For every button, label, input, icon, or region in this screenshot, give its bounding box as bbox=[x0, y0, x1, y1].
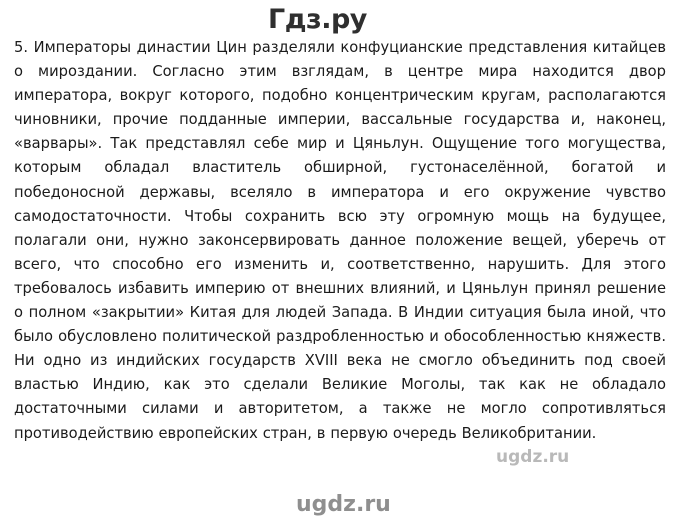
watermark-bottom: ugdz.ru bbox=[296, 492, 391, 517]
answer-paragraph: 5. Императоры династии Цин разделяли конфуцианские представления китайцев о мироздании. Согласно этим взглядам, в центре мира находится двор императора, вокруг которого, подобно концентрическим кругам, располагаются чиновники, прочие подданные империи, вассальные государства и, наконец, «варвары». Так представлял себе мир и Цяньлун. Ощущение того могущества, которым обладал властитель обширной, густонаселённой, богатой и победоносной державы, вселяло в императора и его окружение чувство самодостаточности. Чтобы сохранить всю эту огромную мощь на будущее, полагали они, нужно законсервировать данное положение вещей, уберечь от всего, что способно его изменить и, соответственно, нарушить. Для этого требовалось избавить империю от внешних влияний, и Цяньлун принял решение о полном «закрытии» Китая для людей Запада. В Индии ситуация была иной, что было обусловлено политической раздробленностью и обособленностью княжеств. Ни одно из индийских государств XVIII века не смогло объединить под своей властью Индию, как это сделали Великие Моголы, так как не обладало достаточными силами и авторитетом, а также не могло сопротивляться противодействию европейских стран, в первую очередь Великобритании. bbox=[14, 39, 666, 442]
document-content bbox=[14, 36, 666, 446]
site-logo: Гдз.ру bbox=[268, 4, 367, 35]
watermark-middle: ugdz.ru bbox=[496, 447, 570, 467]
